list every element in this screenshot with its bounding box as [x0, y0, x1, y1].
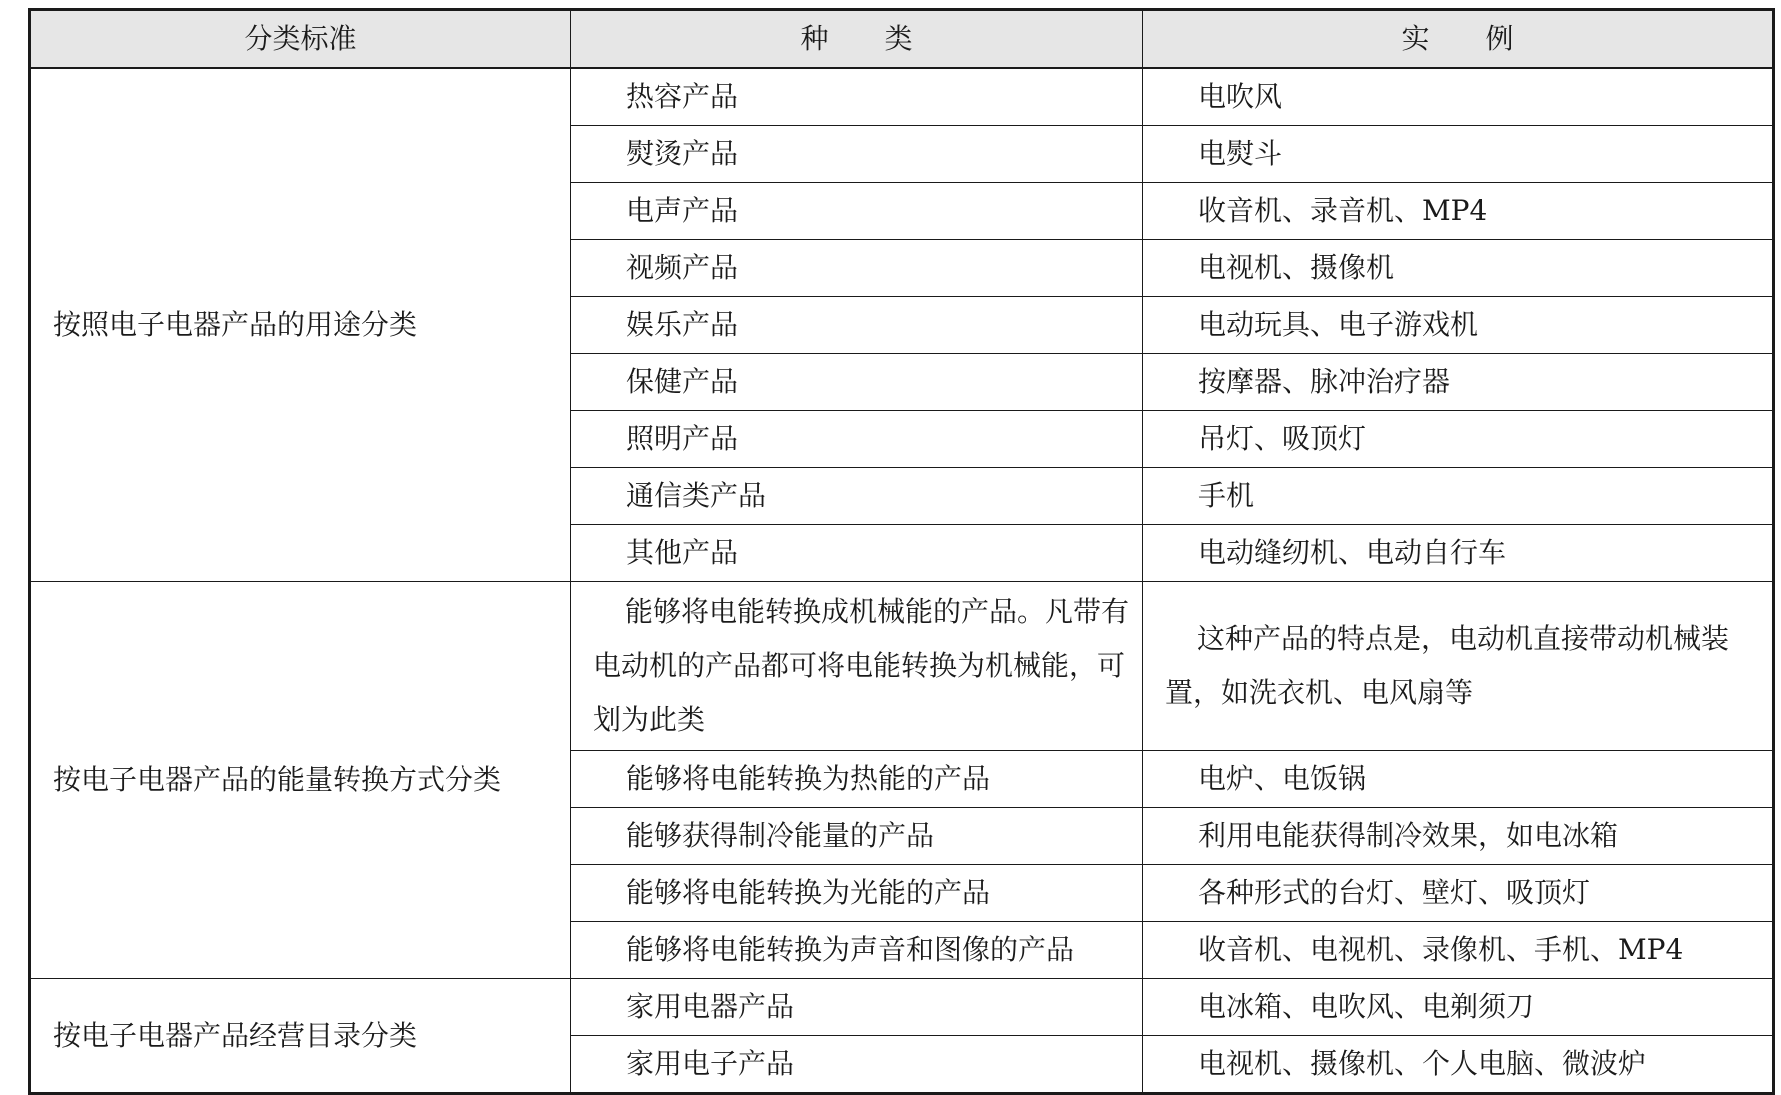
- classification-table: [28, 8, 1775, 1095]
- example-cell: 手机: [1143, 468, 1774, 525]
- standard-cell-usage: 按照电子电器产品的用途分类: [30, 68, 571, 582]
- kind-cell: 能够将电能转换为光能的产品: [571, 865, 1143, 922]
- kind-cell: 能够将电能转换为声音和图像的产品: [571, 922, 1143, 979]
- kind-cell: 视频产品: [571, 240, 1143, 297]
- example-cell: 电视机、摄像机: [1143, 240, 1774, 297]
- example-cell: 电视机、摄像机、个人电脑、微波炉: [1143, 1036, 1774, 1094]
- example-cell: 收音机、录音机、MP4: [1143, 183, 1774, 240]
- example-cell: 收音机、电视机、录像机、手机、MP4: [1143, 922, 1774, 979]
- table-row: [30, 979, 1774, 1036]
- header-example: 实 例: [1143, 10, 1774, 69]
- example-cell: 电冰箱、电吹风、电剃须刀: [1143, 979, 1774, 1036]
- header-standard: 分类标准: [30, 10, 571, 69]
- kind-cell: 熨烫产品: [571, 126, 1143, 183]
- kind-cell: 能够获得制冷能量的产品: [571, 808, 1143, 865]
- example-cell: 这种产品的特点是，电动机直接带动机械装置，如洗衣机、电风扇等: [1143, 582, 1774, 751]
- example-cell: 电动玩具、电子游戏机: [1143, 297, 1774, 354]
- example-cell: 利用电能获得制冷效果，如电冰箱: [1143, 808, 1774, 865]
- kind-cell: 热容产品: [571, 68, 1143, 126]
- kind-cell: 通信类产品: [571, 468, 1143, 525]
- table-body: [30, 68, 1774, 1094]
- example-cell: 电炉、电饭锅: [1143, 751, 1774, 808]
- table-row: [30, 68, 1774, 126]
- kind-cell: 其他产品: [571, 525, 1143, 582]
- header-kind: 种 类: [571, 10, 1143, 69]
- kind-cell: 能够将电能转换为热能的产品: [571, 751, 1143, 808]
- kind-cell: 电声产品: [571, 183, 1143, 240]
- example-cell: 电动缝纫机、电动自行车: [1143, 525, 1774, 582]
- example-cell: 电熨斗: [1143, 126, 1774, 183]
- example-cell: 按摩器、脉冲治疗器: [1143, 354, 1774, 411]
- kind-cell: 保健产品: [571, 354, 1143, 411]
- kind-cell: 娱乐产品: [571, 297, 1143, 354]
- example-cell: 吊灯、吸顶灯: [1143, 411, 1774, 468]
- standard-cell-catalog: 按电子电器产品经营目录分类: [30, 979, 571, 1094]
- kind-cell: 家用电器产品: [571, 979, 1143, 1036]
- standard-cell-energy: 按电子电器产品的能量转换方式分类: [30, 582, 571, 979]
- table-row: [30, 582, 1774, 751]
- table-header: [30, 10, 1774, 69]
- example-cell: 各种形式的台灯、壁灯、吸顶灯: [1143, 865, 1774, 922]
- kind-cell: 家用电子产品: [571, 1036, 1143, 1094]
- header-row: [30, 10, 1774, 69]
- example-cell: 电吹风: [1143, 68, 1774, 126]
- kind-cell: 能够将电能转换成机械能的产品。凡带有电动机的产品都可将电能转换为机械能，可划为此类: [571, 582, 1143, 751]
- kind-cell: 照明产品: [571, 411, 1143, 468]
